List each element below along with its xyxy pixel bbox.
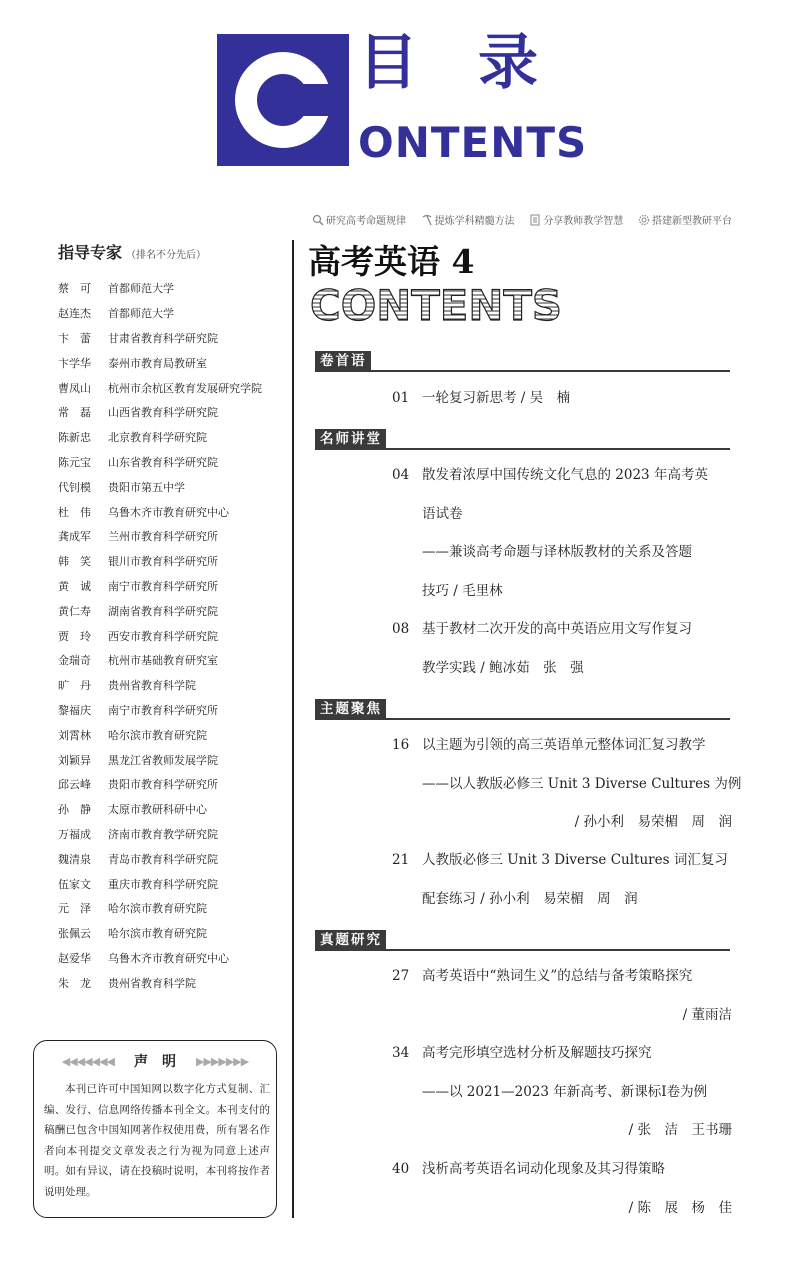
expert-row	[58, 450, 288, 475]
entry-subtitle-line: ——以 2021—2023 年新高考、新课标Ⅰ卷为例	[422, 1084, 708, 1100]
expert-organization: 泰州市教育局教研室	[108, 356, 207, 370]
section-label: 主题聚焦	[315, 699, 386, 719]
expert-name: 杜 伟	[58, 505, 91, 519]
expert-row	[58, 499, 288, 524]
page-number: 40	[392, 1161, 410, 1177]
document-icon	[529, 214, 541, 226]
expert-row	[58, 623, 288, 648]
expert-name: 万福成	[58, 827, 91, 841]
expert-name: 常 磊	[58, 406, 91, 420]
expert-row	[58, 400, 288, 425]
toc-entry[interactable]	[392, 388, 732, 410]
expert-name: 魏清泉	[58, 852, 91, 866]
logo-c-opening	[299, 84, 349, 116]
entry-title-line: 一轮复习新思考 / 吴 楠	[422, 390, 571, 406]
experts-heading	[58, 240, 206, 263]
tagline-3	[529, 212, 623, 227]
page-number: 04	[392, 467, 410, 483]
expert-organization: 青岛市教育科学研究院	[108, 852, 218, 866]
expert-row	[58, 276, 288, 301]
expert-name: 韩 笑	[58, 555, 91, 569]
contents-outline-text: CONTENTS	[310, 286, 562, 324]
expert-organization: 哈尔滨市教育研究院	[108, 728, 207, 742]
section-juanshouyu	[315, 351, 730, 371]
section-rule	[315, 949, 730, 951]
entry-author-line: / 陈 展 杨 佳	[628, 1200, 732, 1216]
experts-note: （排名不分先后）	[126, 250, 207, 261]
expert-organization: 乌鲁木齐市教育研究中心	[108, 505, 229, 519]
expert-name: 朱 龙	[58, 976, 91, 990]
expert-row	[58, 871, 288, 896]
experts-list	[58, 276, 288, 995]
expert-name: 邱云峰	[58, 778, 91, 792]
entry-author-line: / 张 洁 王书珊	[628, 1122, 732, 1138]
title-chinese: 目录	[358, 28, 598, 98]
section-label: 卷首语	[315, 351, 371, 371]
expert-name: 黄 诚	[58, 579, 91, 593]
expert-row	[58, 946, 288, 971]
toc-entry[interactable]	[392, 966, 732, 1028]
expert-name: 卞学华	[58, 356, 91, 370]
notice-body: 本刊已许可中国知网以数字化方式复制、汇编、发行、信息网络传播本刊全文。本刊支付的稿酬已包含中国知网著作权使用费，所有署名作者向本刊提交文章发表之行为视为同意上述声明。如有异议，请在投稿时说明，本刊将按作者说明处理。	[44, 1083, 270, 1198]
expert-organization: 贵州省教育科学院	[108, 679, 196, 693]
entry-title-line: 浅析高考英语名词动化现象及其习得策略	[422, 1161, 665, 1177]
entry-author-line: / 董雨洁	[682, 1007, 732, 1023]
expert-organization: 哈尔滨市教育研究院	[108, 927, 207, 941]
logo-c-block	[217, 34, 349, 166]
expert-name: 曹凤山	[58, 381, 91, 395]
title-english: ONTENTS	[358, 118, 588, 167]
expert-name: 旷 丹	[58, 679, 91, 693]
expert-row	[58, 772, 288, 797]
entry-title-line: 人教版必修三 Unit 3 Diverse Cultures 词汇复习	[422, 852, 728, 868]
expert-name: 黄仁寿	[58, 604, 91, 618]
toc-entry[interactable]	[392, 850, 732, 912]
expert-row	[58, 549, 288, 574]
tagline-4	[638, 212, 732, 227]
expert-name: 金瑞奇	[58, 654, 91, 668]
expert-row	[58, 425, 288, 450]
expert-name: 赵连杰	[58, 307, 91, 321]
expert-organization: 贵阳市第五中学	[108, 480, 185, 494]
expert-name: 孙 静	[58, 803, 91, 817]
tagline-text: 搭建新型教研平台	[651, 216, 732, 227]
section-rule	[315, 718, 730, 720]
toc-entry[interactable]	[392, 619, 732, 681]
expert-row	[58, 673, 288, 698]
expert-row	[58, 375, 288, 400]
expert-row	[58, 896, 288, 921]
tagline-1	[312, 212, 406, 227]
section-rule	[315, 370, 730, 372]
expert-name: 贾 玲	[58, 629, 91, 643]
expert-organization: 贵州省教育科学院	[108, 976, 196, 990]
tagline-text: 分享教师教学智慧	[543, 216, 624, 227]
contents-outline-word	[310, 286, 565, 324]
gear-icon	[638, 214, 650, 226]
entry-author-line: 配套练习 / 孙小利 易荣楣 周 润	[422, 891, 638, 907]
entry-author-line: / 孙小利 易荣楣 周 润	[574, 814, 732, 830]
expert-name: 元 泽	[58, 902, 91, 916]
expert-row	[58, 524, 288, 549]
section-zhentiyanjiu	[315, 930, 730, 950]
toc-entry[interactable]	[392, 735, 742, 835]
column-divider	[292, 240, 294, 1218]
expert-organization: 兰州市教育科学研究所	[108, 530, 218, 544]
expert-name: 刘颖异	[58, 753, 91, 767]
expert-organization: 北京教育科学研究院	[108, 431, 207, 445]
experts-title: 指导专家	[58, 243, 123, 262]
expert-organization: 南宁市教育科学研究所	[108, 703, 218, 717]
expert-name: 陈元宝	[58, 455, 91, 469]
toc-entry[interactable]	[392, 1159, 732, 1221]
expert-organization: 黑龙江省教师发展学院	[108, 753, 218, 767]
pick-axe-icon	[421, 214, 433, 226]
expert-organization: 首都师范大学	[108, 307, 174, 321]
expert-name: 刘霄林	[58, 728, 91, 742]
section-rule	[315, 448, 730, 450]
entry-title-line: 散发着浓厚中国传统文化气息的 2023 年高考英	[422, 467, 708, 483]
expert-name: 龚成军	[58, 530, 91, 544]
entry-title-line: 高考完形填空选材分析及解题技巧探究	[422, 1045, 652, 1061]
entry-title-line: 语试卷	[422, 506, 463, 522]
expert-organization: 山东省教育科学研究院	[108, 455, 218, 469]
entry-title-line: 基于教材二次开发的高中英语应用文写作复习	[422, 621, 692, 637]
expert-name: 卞 蕾	[58, 331, 91, 345]
entry-author-line: 教学实践 / 鲍冰茹 张 强	[422, 660, 584, 676]
entry-subtitle-line: ——兼谈高考命题与译林版教材的关系及答题	[422, 544, 692, 560]
expert-row	[58, 747, 288, 772]
expert-organization: 甘肃省教育科学研究院	[108, 331, 218, 345]
notice-header	[34, 1051, 276, 1071]
expert-organization: 乌鲁木齐市教育研究中心	[108, 951, 229, 965]
expert-row	[58, 822, 288, 847]
expert-row	[58, 921, 288, 946]
expert-row	[58, 574, 288, 599]
expert-name: 黎福庆	[58, 703, 91, 717]
entry-title-line: 以主题为引领的高三英语单元整体词汇复习教学	[422, 737, 706, 753]
toc-entry[interactable]	[392, 1043, 732, 1143]
expert-row	[58, 797, 288, 822]
page-number: 16	[392, 737, 410, 753]
expert-organization: 湖南省教育科学研究院	[108, 604, 218, 618]
section-label: 真题研究	[315, 930, 386, 950]
right-arrows-icon: ▶▶▶▶▶▶▶	[196, 1054, 249, 1068]
expert-row	[58, 474, 288, 499]
expert-name: 蔡 可	[58, 282, 91, 296]
section-label: 名师讲堂	[315, 429, 386, 449]
expert-organization: 银川市教育科学研究所	[108, 555, 218, 569]
notice-title: 声明	[134, 1054, 190, 1070]
expert-organization: 哈尔滨市教育研究院	[108, 902, 207, 916]
expert-organization: 贵阳市教育科学研究所	[108, 778, 218, 792]
expert-name: 代钊模	[58, 480, 91, 494]
expert-row	[58, 698, 288, 723]
toc-entry[interactable]	[392, 465, 732, 605]
magazine-title: 高考英语 4	[308, 242, 475, 281]
taglines	[312, 212, 732, 227]
page-number: 27	[392, 968, 410, 984]
expert-row	[58, 722, 288, 747]
expert-organization: 西安市教育科学研究院	[108, 629, 218, 643]
expert-organization: 首都师范大学	[108, 282, 174, 296]
expert-organization: 杭州市余杭区教育发展研究学院	[108, 381, 262, 395]
entry-author-line: 技巧 / 毛里林	[422, 583, 503, 599]
expert-row	[58, 350, 288, 375]
tagline-2	[421, 212, 515, 227]
expert-organization: 南宁市教育科学研究所	[108, 579, 218, 593]
expert-organization: 济南市教育教学研究院	[108, 827, 218, 841]
left-arrows-icon: ◀◀◀◀◀◀◀	[61, 1054, 114, 1068]
expert-row	[58, 970, 288, 995]
expert-organization: 杭州市基础教育研究室	[108, 654, 218, 668]
expert-row	[58, 648, 288, 673]
expert-organization: 重庆市教育科学研究院	[108, 877, 218, 891]
section-zhutijujiao	[315, 699, 730, 719]
entry-title-line: 高考英语中“熟词生义”的总结与备考策略探究	[422, 968, 693, 984]
expert-organization: 山西省教育科学研究院	[108, 406, 218, 420]
expert-row	[58, 326, 288, 351]
expert-row	[58, 598, 288, 623]
entry-subtitle-line: ——以人教版必修三 Unit 3 Diverse Cultures 为例	[422, 776, 742, 792]
expert-name: 赵爱华	[58, 951, 91, 965]
page-number: 21	[392, 852, 410, 868]
tagline-text: 研究高考命题规律	[326, 216, 406, 227]
expert-organization: 太原市教研科研中心	[108, 803, 207, 817]
magnifier-icon	[312, 214, 324, 226]
expert-name: 张佩云	[58, 927, 91, 941]
page-number: 08	[392, 621, 410, 637]
tagline-text: 提炼学科精髓方法	[434, 216, 515, 227]
notice-box	[33, 1040, 277, 1218]
expert-name: 伍家文	[58, 877, 91, 891]
page-number: 34	[392, 1045, 410, 1061]
page-number: 01	[392, 390, 410, 406]
expert-row	[58, 846, 288, 871]
section-mingshijiangtang	[315, 429, 730, 449]
expert-name: 陈新忠	[58, 431, 91, 445]
expert-row	[58, 301, 288, 326]
